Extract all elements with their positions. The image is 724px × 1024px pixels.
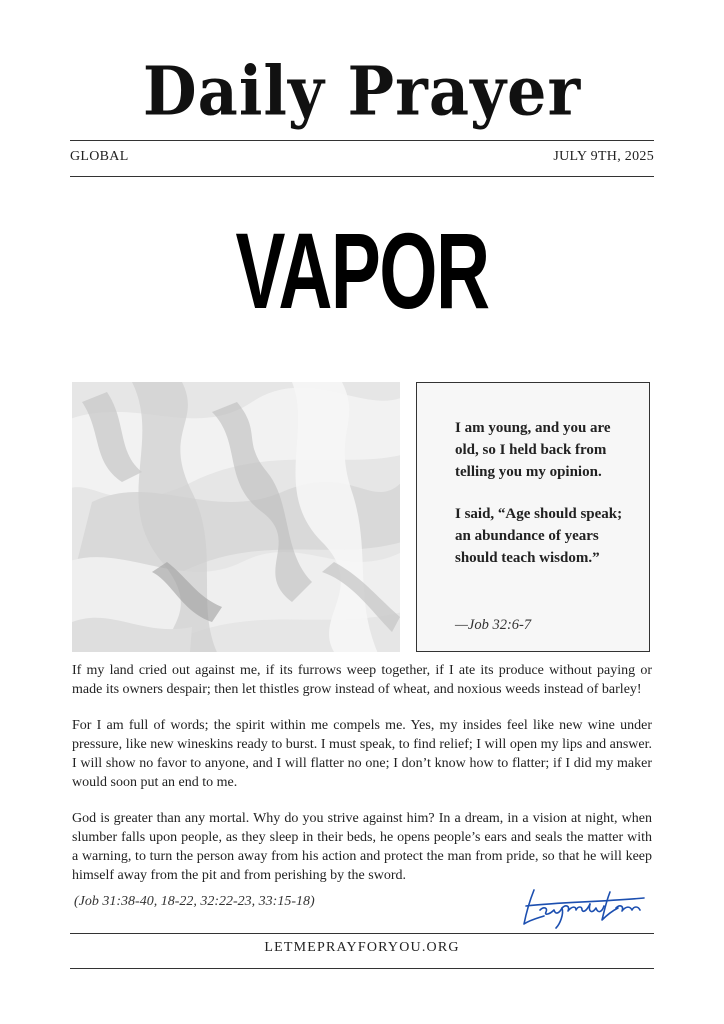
quote-text <box>455 417 635 589</box>
scripture-quote-box <box>416 382 650 652</box>
scripture-citation: (Job 31:38-40, 18-22, 32:22-23, 33:15-18) <box>74 894 315 909</box>
meta-row <box>70 149 654 165</box>
quote-paragraph: I said, “Age should speak; an abundance of years should teach wisdom.” <box>455 506 623 566</box>
footer-rule-bottom <box>70 968 654 969</box>
quote-paragraph: I am young, and you are old, so I held back from telling you my opinion. <box>455 420 611 480</box>
quote-reference: —Job 32:6-7 <box>455 617 532 633</box>
footer-rule-top <box>70 933 654 934</box>
paint-strokes-graphic <box>72 382 400 652</box>
signature-icon <box>520 884 648 930</box>
abstract-paint-image <box>72 382 400 652</box>
body-paragraph: God is greater than any mortal. Why do you strive against him? In a dream, in a vision at night, when slumber falls upon people, as they sleep in their beds, he opens people’s ears and seals the matter with a warning, to turn the person away from his action and protect the man from pride, so that he will keep himself away from the pit and from perishing by the sword. <box>72 811 652 883</box>
devotional-body <box>72 661 652 902</box>
masthead-rule-bottom <box>70 176 654 177</box>
masthead-rule-top <box>70 140 654 141</box>
body-paragraph: For I am full of words; the spirit within me compels me. Yes, my insides feel like new wine under pressure, like new wineskins ready to burst. I must speak, to find relief; I will open my lips and answer. I will show no favor to anyone, and I will flatter no one; I don’t know how to flatter; if I did my maker would soon put an end to me. <box>72 718 652 790</box>
handwritten-signature <box>520 884 648 930</box>
body-paragraph: If my land cried out against me, if its furrows weep together, if I ate its produce without paying or made its owners despair; then let thistles grow instead of wheat, and noxious weeds instead of barley! <box>72 663 652 697</box>
date-label: JULY 9TH, 2025 <box>553 149 654 164</box>
headline: VAPOR <box>235 211 489 332</box>
masthead-title: Daily Prayer <box>142 52 582 131</box>
region-label: GLOBAL <box>70 149 129 164</box>
footer-url[interactable]: LETMEPRAYFORYOU.ORG <box>264 940 460 955</box>
